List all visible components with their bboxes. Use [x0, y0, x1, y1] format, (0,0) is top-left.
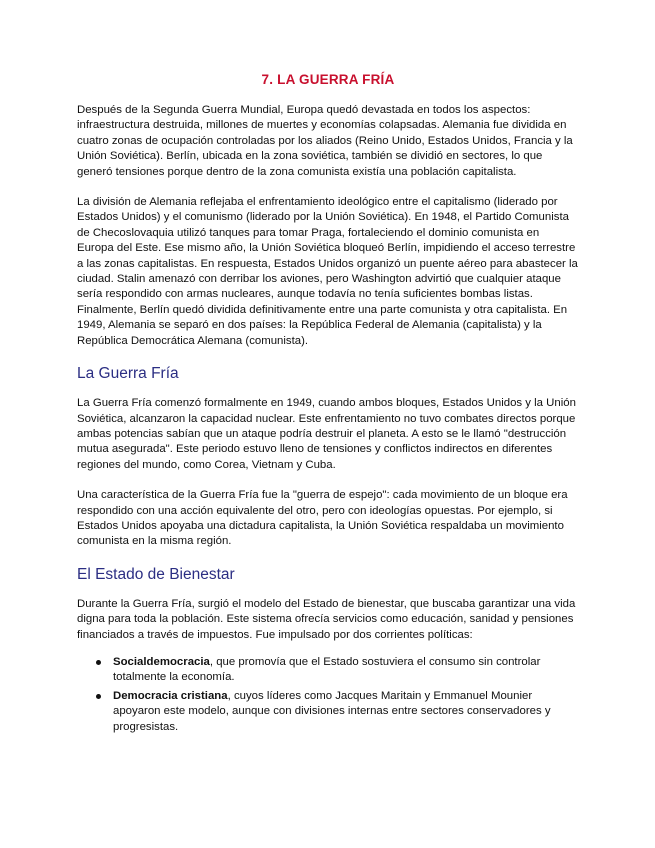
guerra-fria-paragraph-2: Una característica de la Guerra Fría fue la "guerra de espejo": cada movimiento de un bloque era respondido con una acción equivalente del otro, pero con ideologías opuestas. Por ejemplo, si Estados Unidos apoyaba una dictadura capitalista, la Unión Soviética respaldaba un movimiento comunista en la misma región.	[77, 489, 568, 548]
list-item	[113, 655, 579, 686]
list-item-text: , cuyos líderes como Jacques Maritain y Emmanuel Mounier apoyaron este modelo, aunque con divisiones internas entre sectores conservadores y progresistas.	[113, 689, 551, 733]
intro-paragraph-1: Después de la Segunda Guerra Mundial, Europa quedó devastada en todos los aspectos: infraestructura destruida, millones de muertes y economías colapsadas. Alemania fue dividida en cuatro zonas de ocupación controladas por los aliados (Reino Unido, Estados Unidos, Francia y la Unión Soviética). Berlín, ubicada en la zona soviética, también se dividió en sectores, lo que generó tensiones porque dentro de la zona comunista existía una población capitalista.	[77, 104, 573, 178]
document-page	[77, 72, 579, 738]
section-heading-guerra-fria: La Guerra Fría	[77, 365, 179, 383]
list-item-term: Democracia cristiana	[113, 689, 228, 702]
document-title: 7. LA GUERRA FRÍA	[261, 72, 395, 87]
political-currents-list	[77, 655, 579, 735]
intro-paragraph-2: La división de Alemania reflejaba el enfrentamiento ideológico entre el capitalismo (liderado por Estados Unidos) y el comunismo (liderado por la Unión Soviética). En 1948, el Partido Comunista de Checoslovaquia utilizó tanques para tomar Praga, fortaleciendo el dominio comunista en Europa del Este. Ese mismo año, la Unión Soviética bloqueó Berlín, impidiendo el acceso terrestre a las zonas capitalistas. En respuesta, Estados Unidos organizó un puente aéreo para abastecer la ciudad. Stalin amenazó con derribar los aviones, pero Washington advirtió que cualquier ataque sería respondido con armas nucleares, aunque todavía no tenía suficientes bombas listas. Finalmente, Berlín quedó dividida definitivamente entre una parte comunista y otra capitalista. En 1949, Alemania se separó en dos países: la República Federal de Alemania (capitalista) y la República Democrática Alemana (comunista).	[77, 196, 578, 347]
bienestar-paragraph: Durante la Guerra Fría, surgió el modelo del Estado de bienestar, que buscaba garantizar una vida digna para toda la población. Este sistema ofrecía servicios como educación, sanidad y pensiones financiados a través de impuestos. Fue impulsado por dos corrientes políticas:	[77, 597, 576, 641]
list-item-term: Socialdemocracia	[113, 655, 210, 668]
bullet-icon	[96, 694, 101, 699]
section-heading-bienestar: El Estado de Bienestar	[77, 565, 235, 583]
bullet-icon	[96, 660, 101, 665]
guerra-fria-paragraph-1: La Guerra Fría comenzó formalmente en 1949, cuando ambos bloques, Estados Unidos y la Unión Soviética, alcanzaron la capacidad nuclear. Este enfrentamiento no tuvo combates directos porque ambas potencias sabían que un ataque podría destruir el planeta. A esto se le llamó "destrucción mutua asegurada". Este periodo estuvo lleno de tensiones y conflictos indirectos en diferentes regiones del mundo, como Corea, Vietnam y Cuba.	[77, 397, 576, 471]
list-item	[113, 689, 579, 735]
list-item-text: , que promovía que el Estado sostuviera el consumo sin controlar totalmente la economía.	[113, 655, 541, 684]
